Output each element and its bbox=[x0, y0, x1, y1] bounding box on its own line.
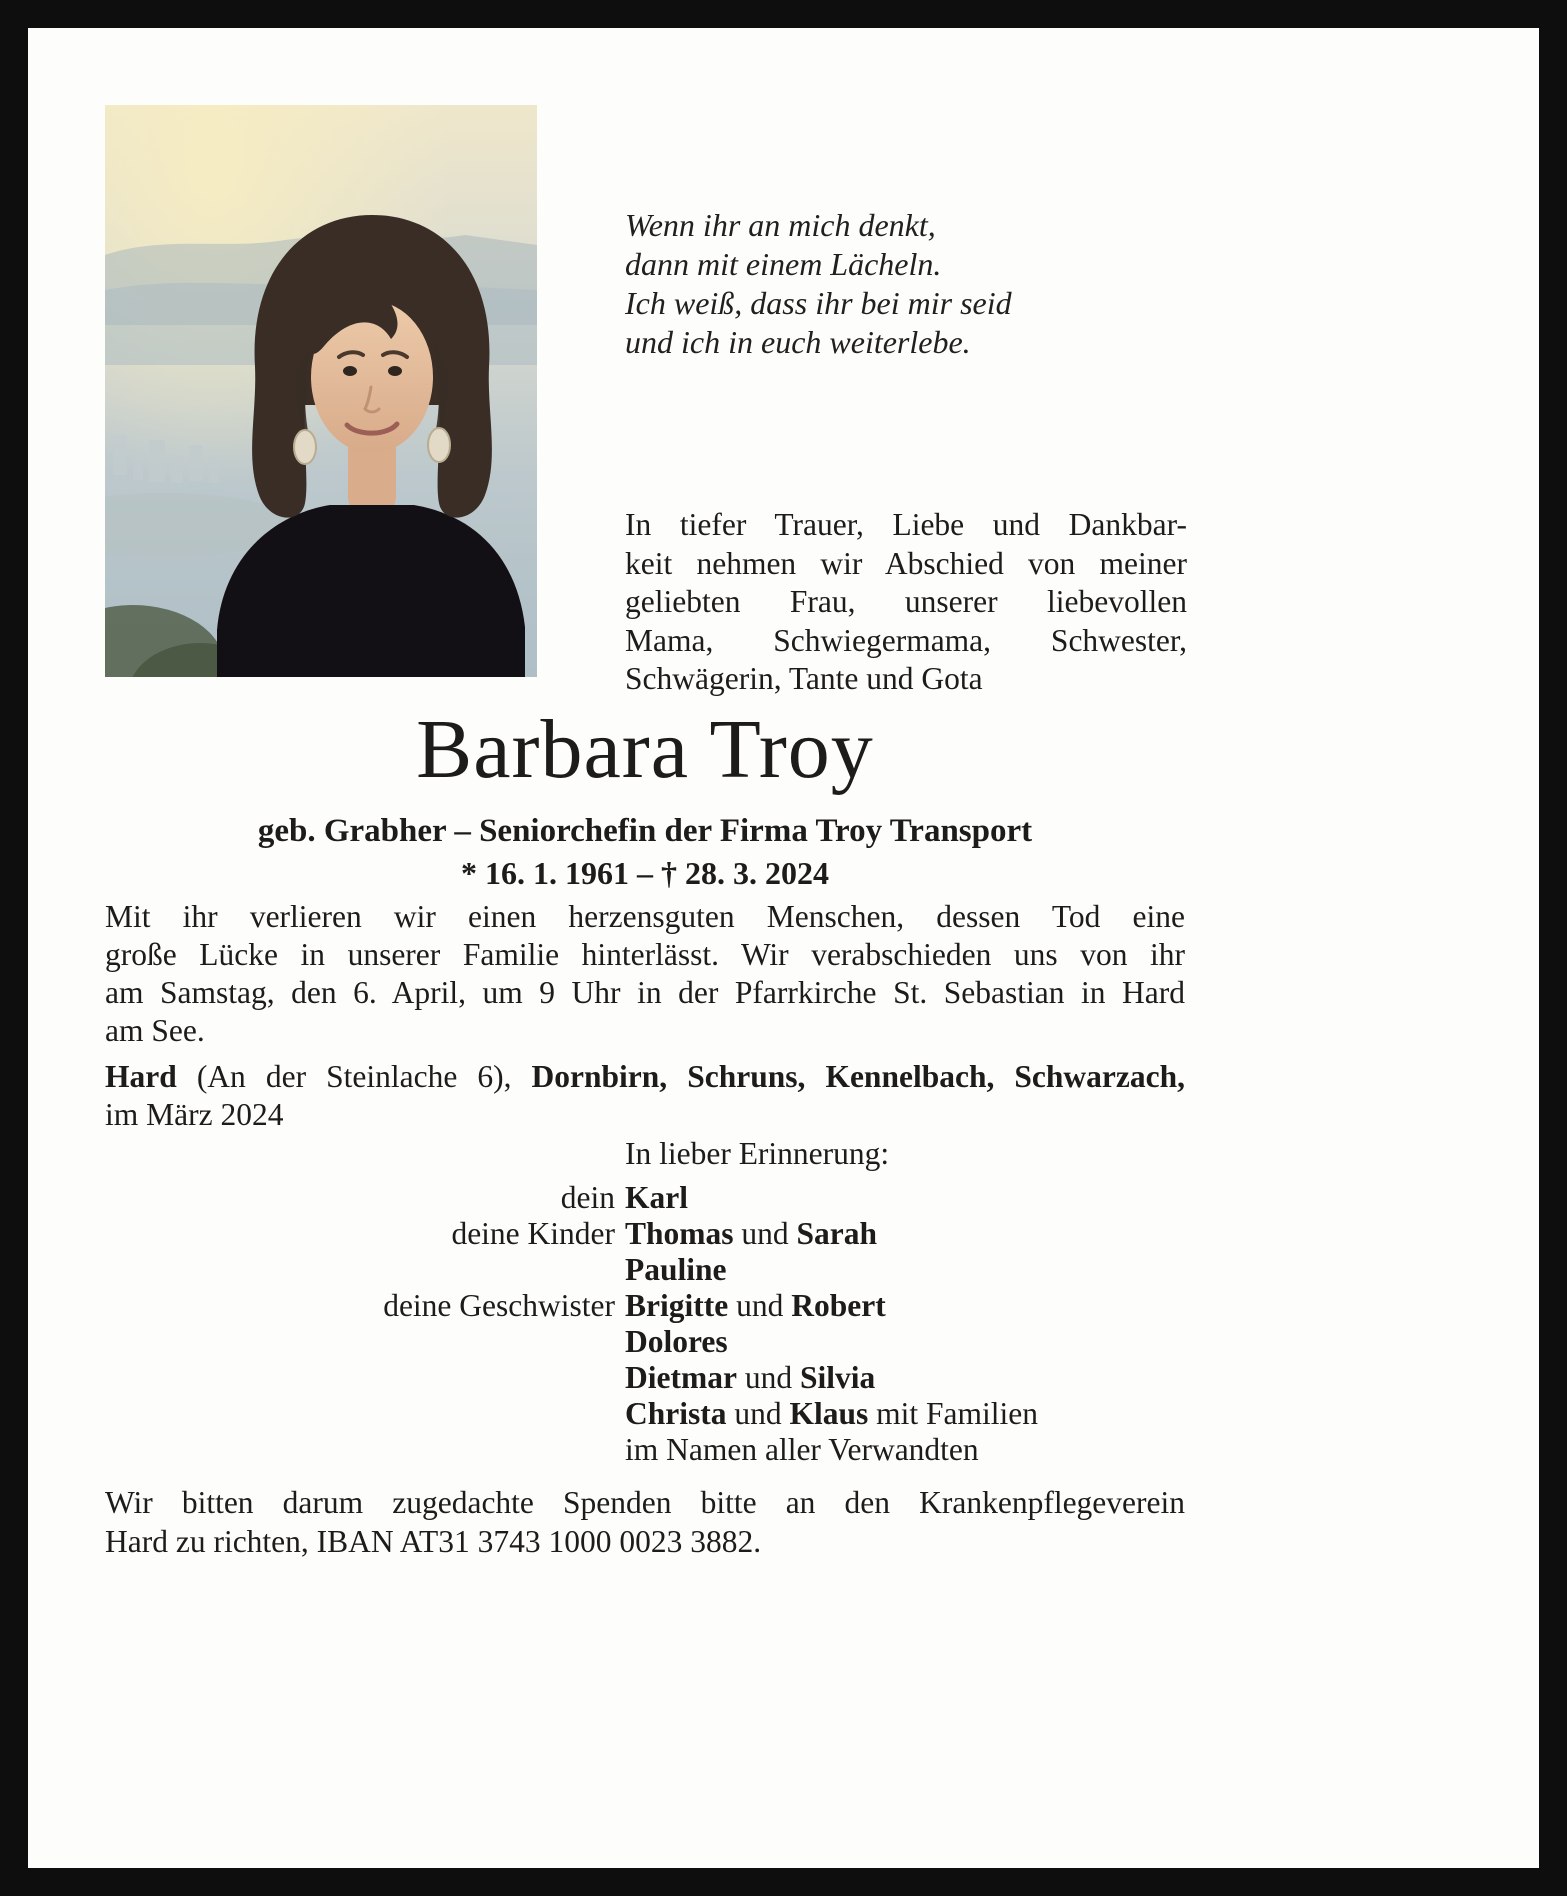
bold-name-segment: Robert bbox=[791, 1288, 886, 1323]
announcement-text bbox=[105, 898, 1185, 1050]
relatives-names bbox=[625, 1288, 1185, 1324]
places-date-line: im März 2024 bbox=[105, 1097, 284, 1132]
announcement-line: am See. bbox=[105, 1013, 205, 1048]
poem-line: dann mit einem Lächeln. bbox=[625, 246, 942, 282]
poem-line: Wenn ihr an mich denkt, bbox=[625, 207, 936, 243]
bold-name-segment: Dolores bbox=[625, 1324, 728, 1359]
remembrance-row bbox=[105, 1396, 1185, 1432]
condolence-line: Schwägerin, Tante und Gota bbox=[625, 661, 983, 696]
relation-label bbox=[105, 1252, 615, 1288]
remembrance-row bbox=[105, 1180, 1185, 1216]
condolence-text bbox=[625, 506, 1187, 699]
bold-name-segment: Pauline bbox=[625, 1252, 727, 1287]
poem-line: Ich weiß, dass ihr bei mir seid bbox=[625, 285, 1012, 321]
bold-name-segment: Dietmar bbox=[625, 1360, 737, 1395]
portrait-photo bbox=[105, 105, 537, 677]
bold-name-segment: Christa bbox=[625, 1396, 727, 1431]
memorial-poem bbox=[625, 206, 1195, 362]
text-segment: mit Familien bbox=[868, 1396, 1039, 1431]
life-dates: * 16. 1. 1961 – † 28. 3. 2024 bbox=[461, 855, 829, 891]
text-segment: im Namen aller Verwandten bbox=[625, 1432, 979, 1467]
text-segment: und bbox=[736, 1360, 800, 1395]
relatives-names bbox=[625, 1324, 1185, 1360]
relation-label bbox=[105, 1324, 615, 1360]
relatives-names bbox=[625, 1180, 1185, 1216]
text-segment: und bbox=[726, 1396, 790, 1431]
remembrance-row bbox=[105, 1288, 1185, 1324]
earring-right bbox=[428, 428, 450, 462]
bold-name-segment: Brigitte bbox=[625, 1288, 729, 1323]
relation-label: deine Geschwister bbox=[383, 1288, 615, 1323]
portrait-illustration bbox=[105, 105, 537, 677]
announcement-line: Mit ihr verlieren wir einen herzensguten Menschen, dessen Tod eine bbox=[105, 899, 1185, 934]
text-segment: und bbox=[728, 1288, 792, 1323]
announcement-line: am Samstag, den 6. April, um 9 Uhr in der Pfarrkirche St. Sebastian in Hard bbox=[105, 975, 1185, 1010]
relatives-names bbox=[625, 1396, 1185, 1432]
announcement-line: große Lücke in unserer Familie hinterlässt. Wir verabschieden uns von ihr bbox=[105, 937, 1185, 972]
remembrance-title: In lieber Erinnerung: bbox=[625, 1136, 890, 1171]
relatives-names bbox=[625, 1432, 1185, 1468]
remembrance-list bbox=[105, 1180, 1185, 1468]
bold-name-segment: Hard bbox=[105, 1059, 177, 1094]
remembrance-row bbox=[105, 1360, 1185, 1396]
relation-label bbox=[105, 1432, 615, 1468]
deceased-name: Barbara Troy bbox=[416, 703, 874, 796]
relatives-names bbox=[625, 1360, 1185, 1396]
bold-name-segment: Klaus bbox=[789, 1396, 869, 1431]
donation-line: Hard zu richten, IBAN AT31 3743 1000 0023 3882. bbox=[105, 1524, 762, 1559]
deceased-subtitle: geb. Grabher – Seniorchefin der Firma Troy Transport bbox=[257, 813, 1033, 849]
remembrance-row bbox=[105, 1432, 1185, 1468]
condolence-line: Mama, Schwiegermama, Schwester, bbox=[625, 622, 1187, 658]
remembrance-row bbox=[105, 1216, 1185, 1252]
bold-name-segment: Dornbirn, Schruns, Kennelbach, Schwarzach, bbox=[531, 1059, 1185, 1094]
text-segment: und bbox=[733, 1216, 797, 1251]
places-block bbox=[105, 1058, 1185, 1134]
bold-name-segment: Karl bbox=[625, 1180, 688, 1215]
relatives-names bbox=[625, 1216, 1185, 1252]
condolence-line: In tiefer Trauer, Liebe und Dankbar- bbox=[625, 507, 1187, 542]
places-line bbox=[105, 1058, 1185, 1096]
donation-note bbox=[105, 1483, 1185, 1561]
relation-label bbox=[105, 1360, 615, 1396]
relation-label bbox=[105, 1396, 615, 1432]
relation-label: deine Kinder bbox=[451, 1216, 615, 1251]
donation-line: Wir bitten darum zugedachte Spenden bitte an den Krankenpflegeverein bbox=[105, 1485, 1185, 1520]
bold-name-segment: Silvia bbox=[799, 1360, 876, 1395]
remembrance-row bbox=[105, 1324, 1185, 1360]
relation-label: dein bbox=[560, 1180, 615, 1215]
condolence-line: geliebten Frau, unserer liebevollen bbox=[625, 584, 1187, 619]
relatives-names bbox=[625, 1252, 1185, 1288]
bold-name-segment: Sarah bbox=[796, 1216, 878, 1251]
poem-line: und ich in euch weiterlebe. bbox=[625, 324, 971, 360]
text-segment: (An der Steinlache 6), bbox=[176, 1059, 532, 1094]
bold-name-segment: Thomas bbox=[625, 1216, 734, 1251]
condolence-line: keit nehmen wir Abschied von meiner bbox=[625, 545, 1187, 581]
remembrance-row bbox=[105, 1252, 1185, 1288]
earring-left bbox=[294, 430, 316, 464]
obituary-card bbox=[28, 28, 1539, 1868]
